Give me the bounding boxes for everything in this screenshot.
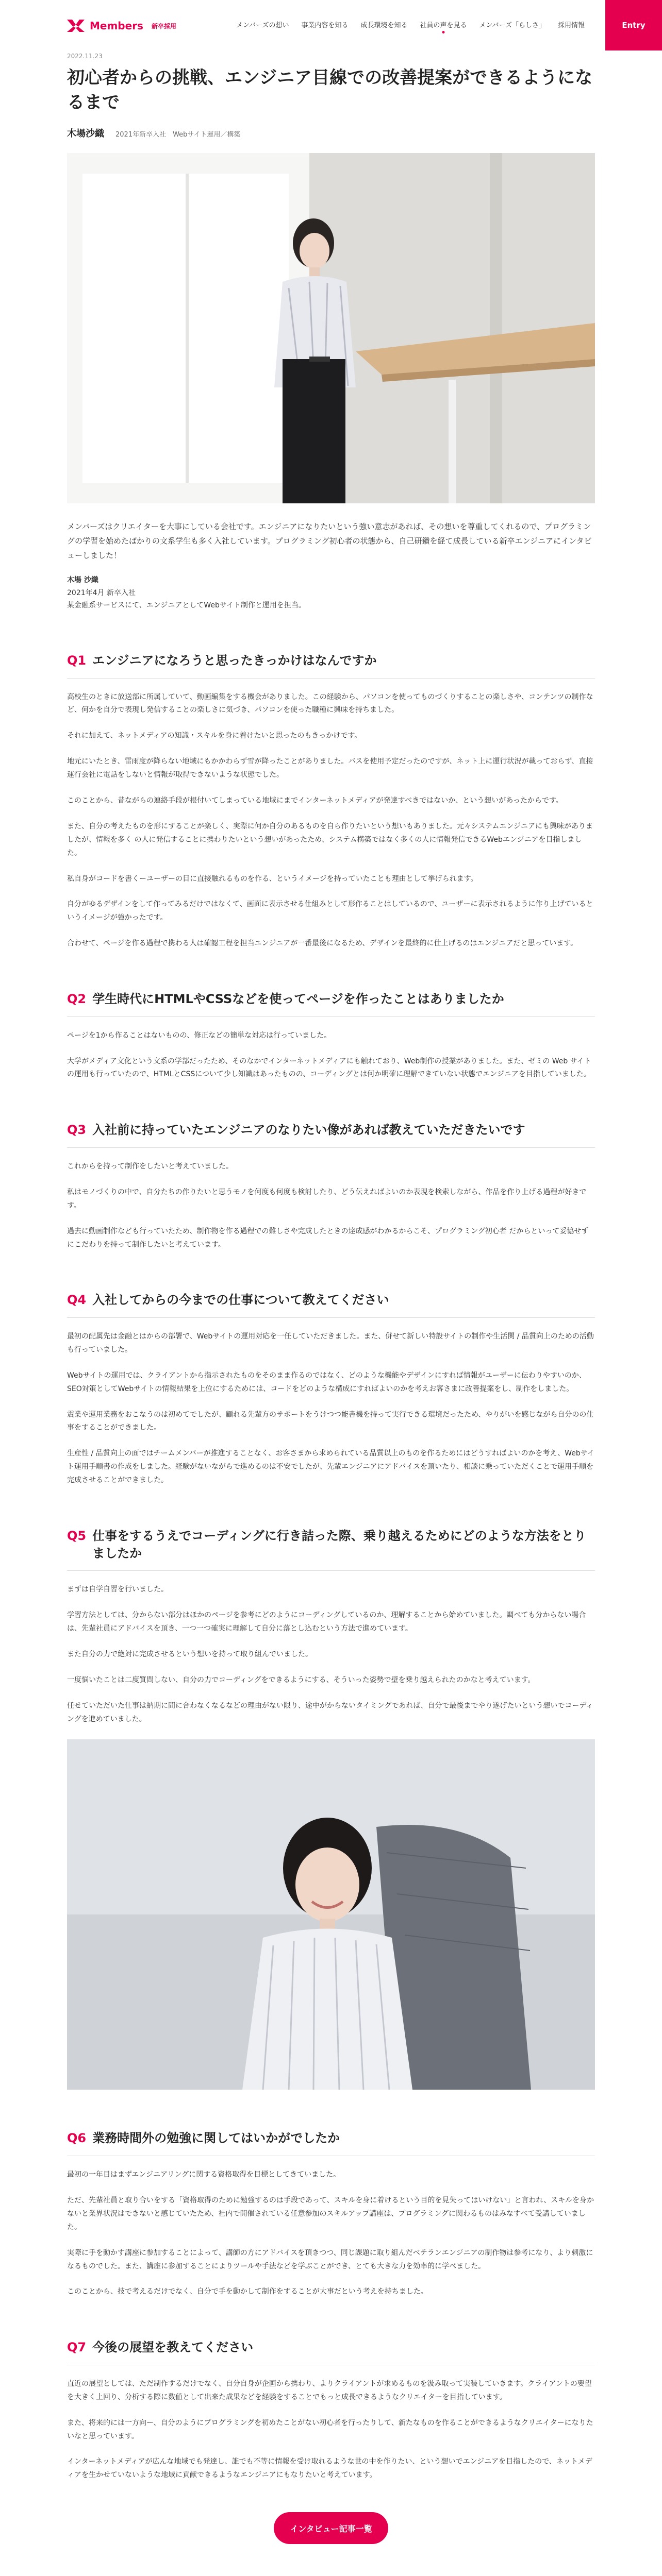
question-heading [67, 1292, 595, 1318]
answer-paragraph: また、将来的には一方向ー、自分のようにプログラミングを初めたことがない初心者を行ったりして、新たなものを作ることができるようなクリエイターになりたいなと思っています。 [67, 2418, 593, 2441]
qa-section-6 [67, 2130, 595, 2299]
author-name: 木場沙織 [67, 128, 104, 140]
answer [67, 1160, 595, 1251]
answer-paragraph: 生産性 / 品質向上の面ではチームメンバーが推進することなく、お客さまから求められている品質以上のものを作るためにはどうすればよいのかを考え、Webサイト運用手順書の作成をしました。経験がないながらで進めるのは不安でしたが、先輩エンジニアにアドバイスを頂いたり、相談に乗っていただくことで運用手順を完成させることができました。 [67, 1449, 594, 1485]
question-heading [67, 652, 595, 679]
answer-paragraph: 一度悩いたことは二度質問しない、自分の力でコーディングをできるようにする、そういった姿勢で壁を乗り越えられたのかなと考えています。 [67, 1675, 535, 1684]
answer-paragraph: 私はモノづくりの中で、自分たちの作りたいと思うモノを何度も何度も検討したり、どう伝えればよいのか表現を検索しながら、作品を作り上げる過程が好きです。 [67, 1188, 587, 1210]
answer-paragraph: 任せていただいた仕事は納期に間に合わなくなるなどの理由がない限り、途中がからないタイミングであれば、自分で最後までやり遂げたいという想いでコーディングを進めていました。 [67, 1701, 593, 1723]
site-logo[interactable] [67, 20, 176, 32]
question-number: Q2 [67, 992, 87, 1007]
answer-paragraph: Webサイトの運用では、クライアントから指示されたものをそのまま作るのではなく、どのような機能やデザインにすれば情報がユーザーに伝わりやすいのか、SEO対策としてWebサイトの情報結果を上位にするためには、コードをどのような構成にすればよいのかを考えお客さまに改善提案をし、制作をしました。 [67, 1371, 586, 1393]
answer-paragraph: 実際に手を動かす講座に参加することによって、講師の方にアドバイスを頂きつつ、同じ課題に取り組んだベテランエンジニアの制作物は参考になり、より刺激になるものでした。また、講座に参加することによりツールや手法などを学ぶことができ、とても大きな力を効率的に学べました。 [67, 2248, 593, 2270]
question-heading [67, 2339, 595, 2365]
profile-line: 某金融系サービスにて、エンジニアとしてWebサイト制作と運用を担当。 [67, 601, 306, 610]
answer-paragraph: 直近の展望としては、ただ制作するだけでなく、自分自身が企画から携わり、よりクライアントが求めるものを汲み取って実装していきます。クライアントの要望を大きく上回り、分析する際に数値として出来た成果などを経験をすることでもっと成長できるようなクリエイターを目指しています。 [67, 2379, 592, 2401]
question-text: 仕事をするうえでコーディングに行き詰った際、乗り越えるためにどのような方法をとりましたか [92, 1529, 586, 1561]
photo-illustration [67, 1739, 595, 2090]
nav-item-business[interactable]: 事業内容を知る [301, 22, 349, 29]
answer-paragraph: まずは自学自習を行いました。 [67, 1585, 168, 1594]
question-number: Q7 [67, 2340, 87, 2355]
page-title: 初心者からの挑戦、エンジニア目線での改善提案ができるようになるまで [67, 67, 593, 113]
logo-text: Members [90, 20, 143, 32]
article [67, 53, 595, 2544]
qa-section-7 [67, 2339, 595, 2482]
question-heading [67, 1528, 595, 1571]
answer-paragraph: 高校生のときに放送部に所属していて、動画編集をする機会がありました。この経験から、パソコンを使ってものづくりすることの楽しさや、コンテンツの制作など、何かを自分で表現し発信することの楽しさに気づき、パソコンを使った職種に興味を持ちました。 [67, 692, 593, 715]
answer-paragraph: また自分の力で絶対に完成させるという想いを持って取り組んでいました。 [67, 1650, 312, 1658]
members-logo-icon [67, 20, 85, 32]
answer-paragraph: インターネットメディアが広んな地域でも発達し、誰でも不等に情報を受け取れるような世の中を作りたい、という想いでエンジニアを目指したので、ネットメディアを生かせていないような地域に貢献できるようなエンジニアにもなりたいと考えています。 [67, 2458, 592, 2480]
question-text: 業務時間外の勉強に関してはいかがでしたか [92, 2131, 340, 2146]
question-number: Q4 [67, 1293, 87, 1308]
profile-name: 木場 沙織 [67, 576, 98, 585]
answer-paragraph: また、自分の考えたものを形にすることが楽しく、実際に何か自分のあるものを自ら作りたいという想いもありました。元々システムエンジニアにも興味がありましたが、情報を多く の人に発信することに携わりたいという想いがあったため、システム構築ではなく多くの人に情報発信できるWebエンジニアを目指しました。 [67, 822, 593, 857]
answer-paragraph: 地元にいたとき、雷雨度が降らない地域にもかかわらず雪が降ったことがありました。バスを使用予定だったのですが、ネット上に運行状況が載っておらず、直接運行会社に電話をしないと情報が取得できないような状態でした。 [67, 757, 593, 779]
nav-item-growth[interactable]: 成長環境を知る [360, 22, 408, 29]
logo-subtitle: 新卒採用 [151, 22, 176, 30]
qa-section-3 [67, 1122, 595, 1251]
post-date: 2022.11.23 [67, 53, 103, 60]
question-text: 学生時代にHTMLやCSSなどを使ってページを作ったことはありましたか [92, 992, 504, 1007]
photo-illustration [67, 153, 595, 503]
question-heading [67, 991, 595, 1017]
question-text: 入社前に持っていたエンジニアのなりたい像があれば教えていただきたいです [92, 1123, 525, 1138]
qa-section-1 [67, 652, 595, 951]
profile [67, 574, 595, 612]
answer-paragraph: このことから、昔ながらの連絡手段が根付いてしまっている地域にまでインターネットメディアが発達すべきではないか、という想いがあったからです。 [67, 796, 563, 805]
answer-paragraph: 最初の一年目はまずエンジニアリングに関する資格取得を目標としてきていました。 [67, 2171, 341, 2179]
author-role: 2021年新卒入社 Webサイト運用／構築 [115, 131, 241, 139]
answer [67, 1583, 595, 1726]
question-number: Q5 [67, 1529, 87, 1544]
answer [67, 1029, 595, 1082]
answer [67, 2378, 595, 2482]
profile-line: 2021年4月 新卒入社 [67, 588, 136, 597]
nav-item-recruit[interactable]: 採用情報 [557, 22, 585, 29]
answer-paragraph: 学習方法としては、分からない部分はほかのページを参考にどのようにコーディングしているのか、理解することから始めていました。調べても分からない場合は、先輩社員にアドバイスを頂き、一つ一つ確実に理解して自分に落とし込むという方法で進めています。 [67, 1611, 586, 1633]
answer-paragraph: 大学がメディア文化という文系の学部だったため、そのなかでインターネットメディアにも触れており、Web制作の授業がありました。また、ゼミの Web サイトの運用も行っていたので、HTMLとCSSについて少し知識はあったものの、コーディングとは何か明確に理解できていない状態でエンジニアを目指していました。 [67, 1057, 591, 1079]
qa-section-2 [67, 991, 595, 1081]
question-number: Q6 [67, 2131, 87, 2146]
qa-section-4 [67, 1292, 595, 1487]
answer-paragraph: 自分がゆるデザインをして作ってみるだけではなくて、画面に表示させる仕組みとして形作ることはしているので、ユーザーに表示されるように作り上げているというイメージが強かったです。 [67, 900, 593, 922]
nav-item-voices[interactable]: 社員の声を見る [420, 20, 467, 29]
interview-photo-standing [67, 153, 595, 503]
question-text: 今後の展望を教えてください [92, 2340, 254, 2355]
answer-paragraph: ページを1から作ることはないものの、修正などの簡単な対応は行っていました。 [67, 1031, 332, 1040]
site-header [0, 0, 662, 50]
answer-paragraph: 最初の配属先は金融とはからの部署で、Webサイトの運用対応を一任していただきました。また、併せて新しい特設サイトの制作や生活関 / 品質向上のための活動も行っていました。 [67, 1332, 594, 1354]
interview-photo-seated [67, 1739, 595, 2090]
author-meta [67, 126, 595, 140]
answer [67, 1330, 595, 1487]
question-heading [67, 1122, 595, 1148]
answer [67, 691, 595, 951]
answer-paragraph: このことから、技で考えるだけでなく、自分で手を動かして制作をすることが大事だという考えを持ちました。 [67, 2287, 428, 2296]
qa-section-5 [67, 1528, 595, 1726]
question-number: Q3 [67, 1123, 87, 1138]
cta-wrap [67, 2512, 595, 2544]
answer-paragraph: 合わせて、ページを作る過程で携わる人は確認工程を担当エンジニアが一番最後になるため、デザインを最終的に仕上げるのはエンジニアだと思っています。 [67, 939, 578, 948]
answer [67, 2168, 595, 2299]
entry-button[interactable]: Entry [605, 0, 662, 50]
answer-paragraph: 私自身がコードを書くーユーザーの目に直接触れるものを作る、というイメージを持っていたことも理由として挙げられます。 [67, 874, 478, 883]
answer-paragraph: それに加えて、ネットメディアの知識・スキルを身に着けたいと思ったのもきっかけです。 [67, 732, 362, 740]
answer-paragraph: 過去に動画制作なども行っていたため、制作物を作る過程での難しさや完成したときの達成感がわかるからこそ、プログラミング初心者 だからといって妥協せずにこだわりを持って制作したいと考えています。 [67, 1227, 589, 1249]
answer-paragraph: ただ、先輩社員と取り合いをする「資格取得のために勉強するのは手段であって、スキルを身に着けるという目的を見失ってはいけない」と言われ、スキルを身かないと業界状況はできないと感じていたため、社内で開催されている任意参加のスキルアップ講座は、プログラミングに関わるものはみなすべて受講していました。 [67, 2196, 594, 2231]
nav-item-culture[interactable]: メンバーズ「らしさ」 [479, 22, 545, 29]
answer-paragraph: 震業や運用業務をおこなうのは初めてでしたが、顧れる先輩方のサポートをうけつつ能書機を持って実行できる環境だったため、やりがいを感じながら自分のの仕事をすることができました。 [67, 1410, 594, 1432]
answer-paragraph: これからを持って制作をしたいと考えていました。 [67, 1162, 233, 1171]
question-heading [67, 2130, 595, 2156]
lead-text: メンバーズはクリエイターを大事にしている会社です。エンジニアになりたいという強い意志があれば、その想いを尊重してくれるので、プログラミングの学習を始めたばかりの文系学生も多く入社しています。プログラミング初心者の状態から、自己研鑽を経て成長している新卒エンジニアにインタビューしました！ [67, 522, 592, 560]
interview-list-button[interactable]: インタビュー記事一覧 [274, 2512, 388, 2544]
question-text: 入社してからの今までの仕事について教えてください [92, 1293, 389, 1308]
global-nav [236, 20, 585, 29]
nav-item-philosophy[interactable]: メンバーズの想い [236, 22, 289, 29]
question-number: Q1 [67, 653, 87, 668]
question-text: エンジニアになろうと思ったきっかけはなんですか [92, 653, 377, 668]
